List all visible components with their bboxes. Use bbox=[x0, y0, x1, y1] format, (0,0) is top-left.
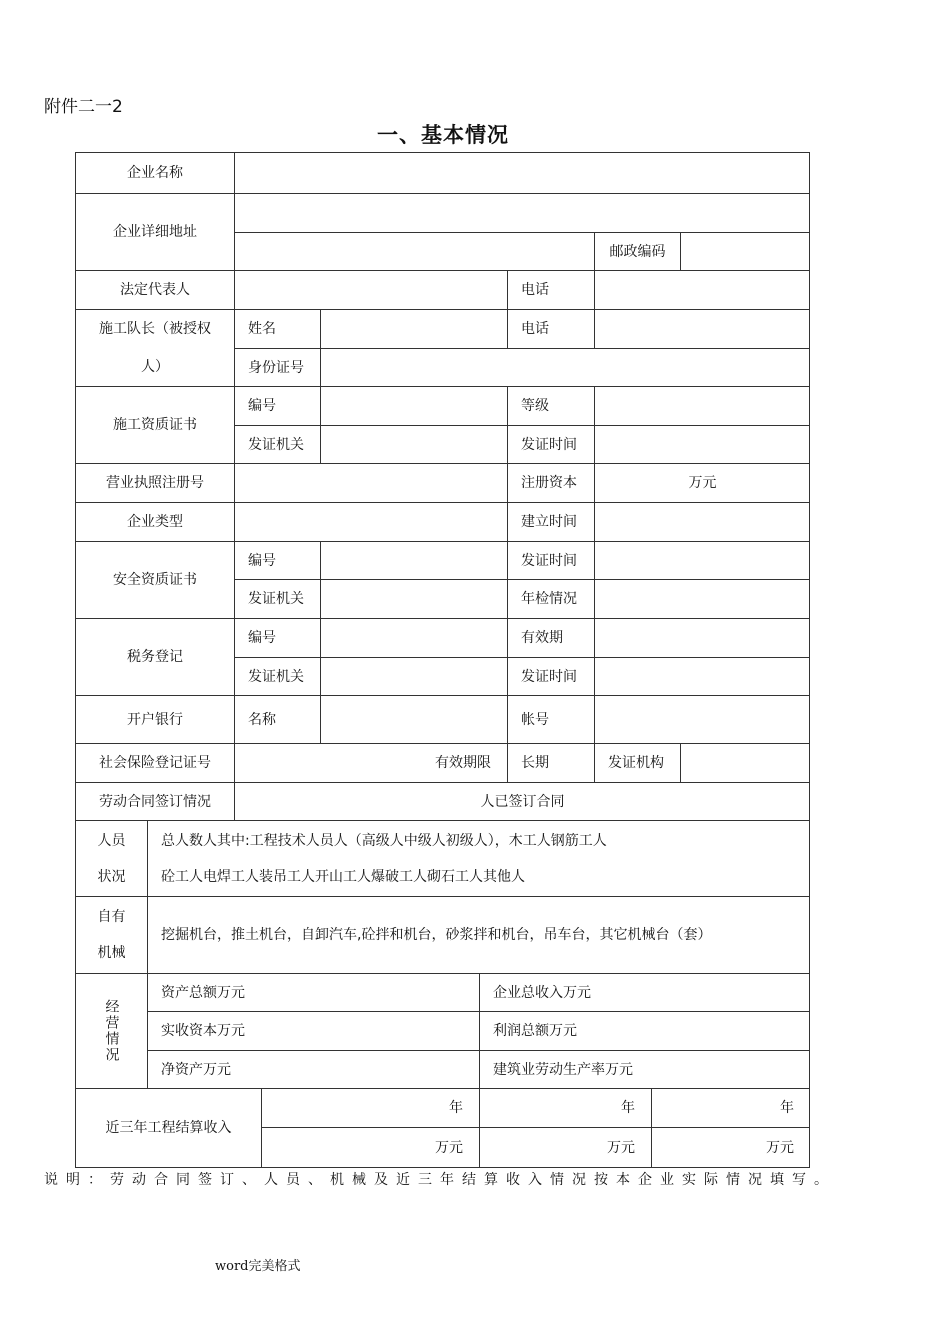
leader-name-field[interactable] bbox=[320, 309, 507, 348]
safety-date-label: 发证时间 bbox=[507, 541, 594, 579]
leader-phone-label: 电话 bbox=[507, 309, 594, 348]
tax-validity-label: 有效期 bbox=[507, 618, 594, 657]
personnel-field[interactable] bbox=[147, 820, 810, 896]
total-assets-field[interactable]: 资产总额万元 bbox=[147, 973, 479, 1011]
safety-cert-label: 安全资质证书 bbox=[75, 541, 234, 618]
established-field[interactable] bbox=[594, 502, 810, 541]
license-label: 营业执照注册号 bbox=[75, 463, 234, 502]
leader-phone-field[interactable] bbox=[594, 309, 810, 348]
personnel-line-2: 砼工人电焊工人装吊工人开山工人爆破工人砌石工人其他人 bbox=[161, 868, 525, 885]
company-name-field[interactable] bbox=[234, 152, 810, 193]
qual-date-label: 发证时间 bbox=[507, 425, 594, 463]
year-1-field[interactable]: 年 bbox=[261, 1088, 479, 1127]
capital-field[interactable] bbox=[594, 463, 810, 502]
bank-name-field[interactable] bbox=[320, 695, 507, 743]
income-1-field[interactable]: 万元 bbox=[261, 1127, 479, 1167]
account-field[interactable] bbox=[594, 695, 810, 743]
income-2-field[interactable]: 万元 bbox=[479, 1127, 651, 1167]
labor-contract-field[interactable] bbox=[234, 782, 810, 820]
operations-label-text: 经营情况 bbox=[103, 999, 120, 1063]
safety-number-label: 编号 bbox=[234, 541, 320, 579]
machinery-field[interactable] bbox=[147, 896, 810, 973]
tax-registration-label: 税务登记 bbox=[75, 618, 234, 695]
footer-text: word完美格式 bbox=[215, 1259, 301, 1274]
table-right-border bbox=[809, 152, 810, 1167]
valid-limit-label: 有效期限 bbox=[435, 755, 491, 771]
social-insurance-field[interactable] bbox=[234, 743, 507, 782]
net-assets-field[interactable]: 净资产万元 bbox=[147, 1050, 479, 1088]
account-label: 帐号 bbox=[507, 695, 594, 743]
legal-rep-phone-field[interactable] bbox=[594, 270, 810, 309]
tax-number-label: 编号 bbox=[234, 618, 320, 657]
tax-date-label: 发证时间 bbox=[507, 657, 594, 695]
safety-authority-label: 发证机关 bbox=[234, 579, 320, 618]
income-3-field[interactable]: 万元 bbox=[651, 1127, 810, 1167]
issuing-org-label: 发证机构 bbox=[594, 743, 680, 782]
page-title: 一、基本情况 bbox=[377, 123, 509, 147]
legal-rep-field[interactable] bbox=[234, 270, 507, 309]
bank-label: 开户银行 bbox=[75, 695, 234, 743]
year-2-field[interactable]: 年 bbox=[479, 1088, 651, 1127]
license-field[interactable] bbox=[234, 463, 507, 502]
address-label: 企业详细地址 bbox=[75, 193, 234, 270]
attachment-label: 附件二一2 bbox=[44, 97, 123, 117]
operations-label bbox=[75, 973, 147, 1088]
legal-rep-label: 法定代表人 bbox=[75, 270, 234, 309]
tax-number-field[interactable] bbox=[320, 618, 507, 657]
qual-number-field[interactable] bbox=[320, 386, 507, 425]
bank-name-label: 名称 bbox=[234, 695, 320, 743]
issuing-org-field[interactable] bbox=[680, 743, 810, 782]
social-insurance-label: 社会保险登记证号 bbox=[75, 743, 234, 782]
legal-rep-phone-label: 电话 bbox=[507, 270, 594, 309]
tax-authority-field[interactable] bbox=[320, 657, 507, 695]
machinery-label-text: 自有机械 bbox=[97, 909, 126, 961]
tax-validity-field[interactable] bbox=[594, 618, 810, 657]
qual-date-field[interactable] bbox=[594, 425, 810, 463]
personnel-label-text: 人员状况 bbox=[97, 832, 126, 885]
company-name-label: 企业名称 bbox=[75, 152, 234, 193]
year-3-field[interactable]: 年 bbox=[651, 1088, 810, 1127]
id-number-label: 身份证号 bbox=[234, 348, 320, 386]
paid-capital-field[interactable]: 实收资本万元 bbox=[147, 1011, 479, 1050]
leader-name-label: 姓名 bbox=[234, 309, 320, 348]
postal-code-field[interactable] bbox=[680, 232, 810, 270]
capital-label: 注册资本 bbox=[507, 463, 594, 502]
safety-number-field[interactable] bbox=[320, 541, 507, 579]
personnel-label bbox=[75, 820, 147, 896]
qual-authority-field[interactable] bbox=[320, 425, 507, 463]
company-type-label: 企业类型 bbox=[75, 502, 234, 541]
safety-authority-field[interactable] bbox=[320, 579, 507, 618]
annual-check-field[interactable] bbox=[594, 579, 810, 618]
recent-income-label: 近三年工程结算收入 bbox=[75, 1088, 261, 1167]
annual-check-label: 年检情况 bbox=[507, 579, 594, 618]
long-term-label: 长期 bbox=[507, 743, 594, 782]
productivity-field[interactable]: 建筑业劳动生产率万元 bbox=[479, 1050, 810, 1088]
qual-grade-label: 等级 bbox=[507, 386, 594, 425]
team-leader-label bbox=[75, 309, 234, 386]
contract-signed-text: 人已签订合同 bbox=[480, 793, 565, 810]
table-bottom-border bbox=[75, 1167, 810, 1168]
instruction-note: 说明：劳动合同签订、人员、机械及近三年结算收入情况按本企业实际情况填写。 bbox=[44, 1172, 836, 1188]
qual-number-label: 编号 bbox=[234, 386, 320, 425]
total-profit-field[interactable]: 利润总额万元 bbox=[479, 1011, 810, 1050]
total-revenue-field[interactable]: 企业总收入万元 bbox=[479, 973, 810, 1011]
company-type-field[interactable] bbox=[234, 502, 507, 541]
machinery-text: 挖掘机台，推土机台，自卸汽车,砼拌和机台，砂浆拌和机台，吊车台，其它机械台（套） bbox=[161, 927, 712, 943]
address-field-line1[interactable] bbox=[234, 193, 810, 232]
id-number-field[interactable] bbox=[320, 348, 810, 386]
capital-unit: 万元 bbox=[688, 475, 717, 491]
postal-code-label: 邮政编码 bbox=[594, 232, 680, 270]
safety-date-field[interactable] bbox=[594, 541, 810, 579]
machinery-label bbox=[75, 896, 147, 973]
tax-authority-label: 发证机关 bbox=[234, 657, 320, 695]
tax-date-field[interactable] bbox=[594, 657, 810, 695]
qual-grade-field[interactable] bbox=[594, 386, 810, 425]
established-label: 建立时间 bbox=[507, 502, 594, 541]
labor-contract-label: 劳动合同签订情况 bbox=[75, 782, 234, 820]
qualification-cert-label: 施工资质证书 bbox=[75, 386, 234, 463]
team-leader-label-text: 施工队长（被授权人） bbox=[99, 321, 211, 375]
personnel-line-1: 总人数人其中:工程技术人员人（高级人中级人初级人），木工人钢筋工人 bbox=[161, 832, 607, 849]
qual-authority-label: 发证机关 bbox=[234, 425, 320, 463]
address-field-line2[interactable] bbox=[234, 232, 594, 270]
